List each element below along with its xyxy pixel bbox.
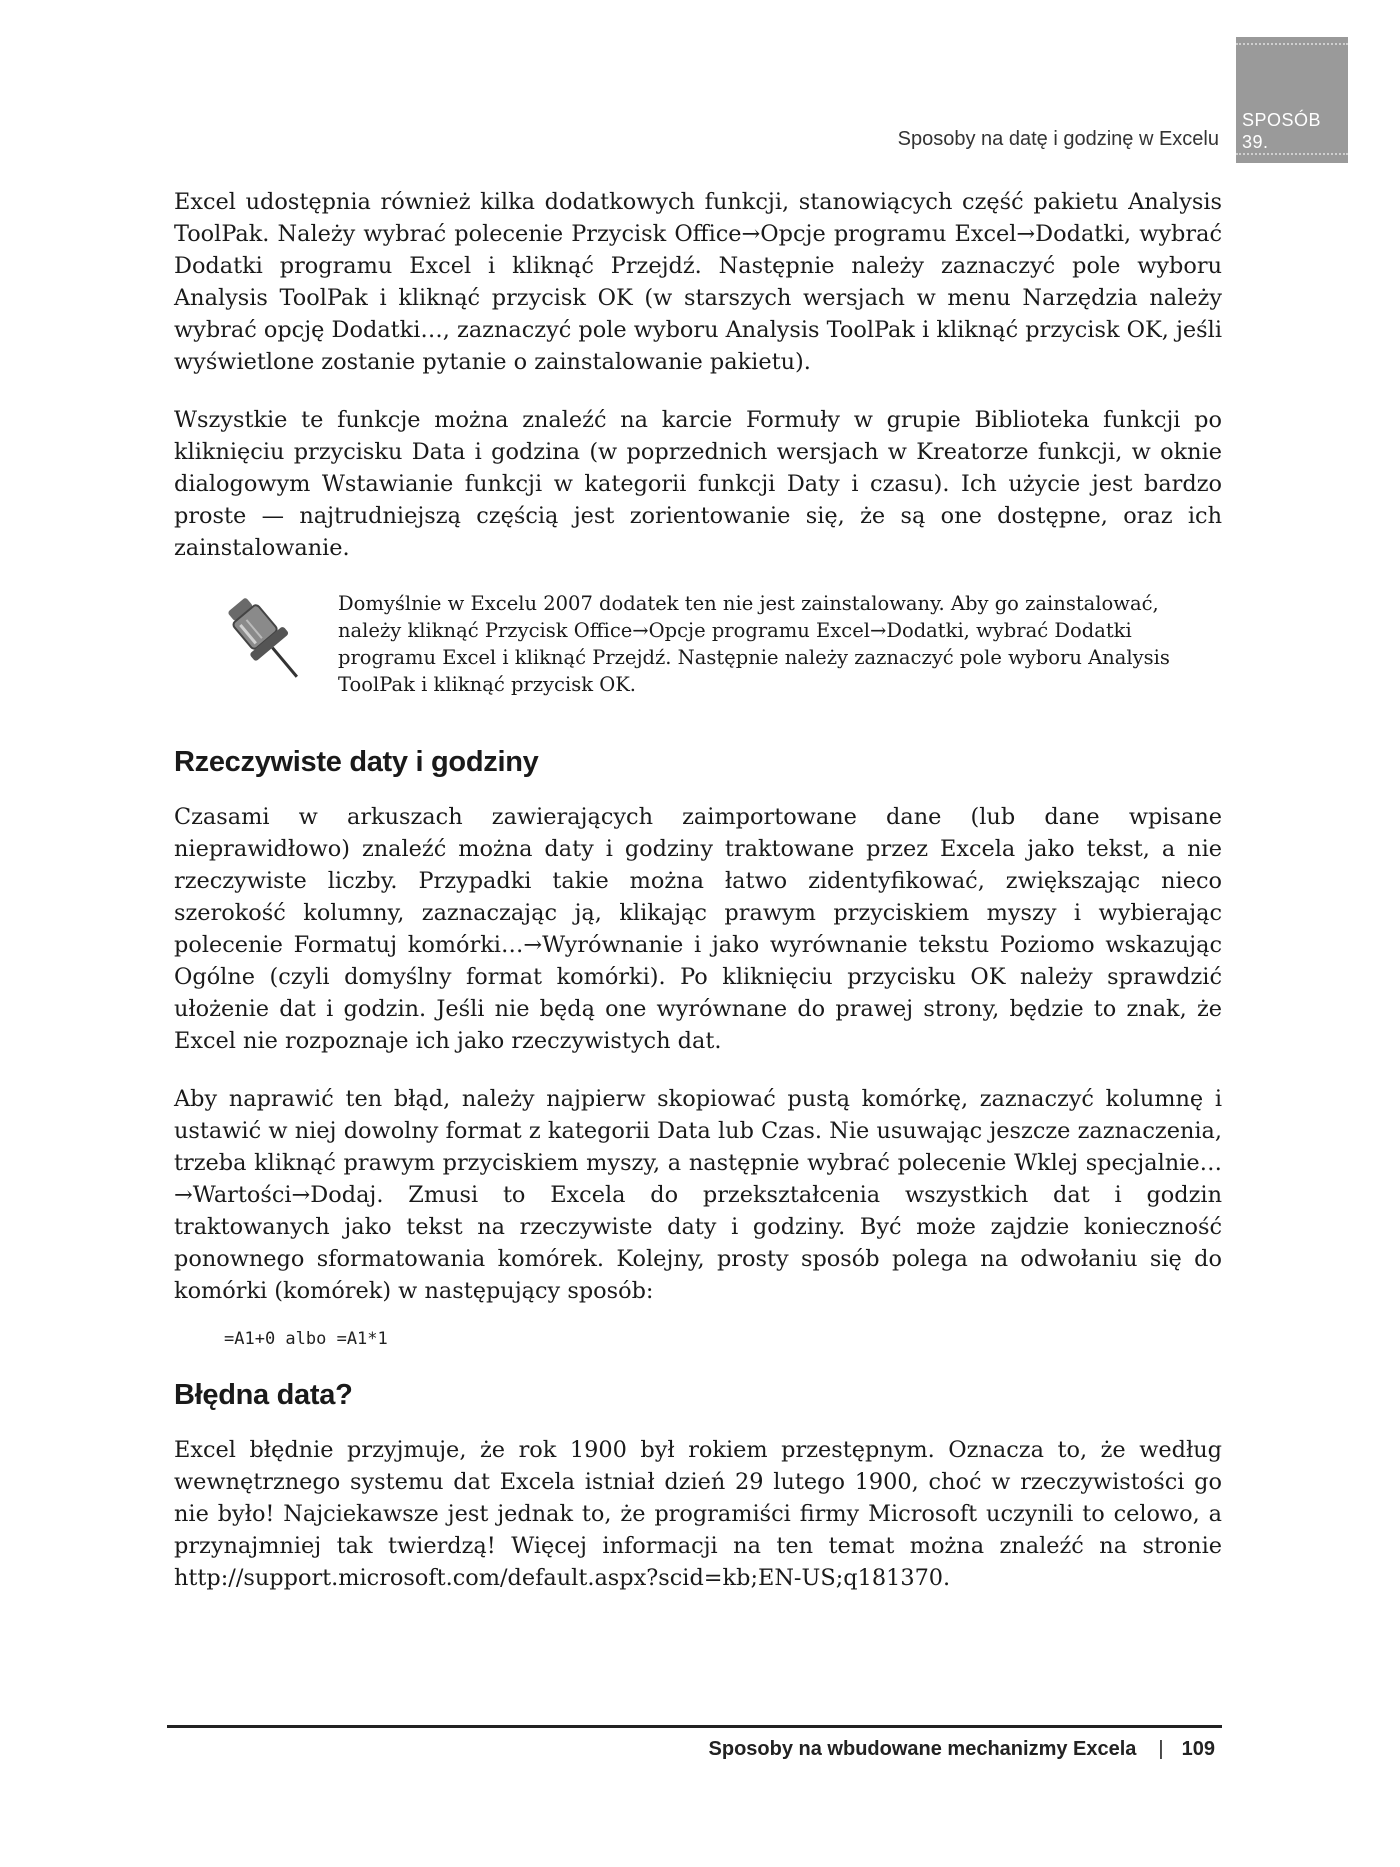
chapter-tab-label bbox=[1242, 109, 1321, 153]
section-heading-real-dates: Rzeczywiste daty i godziny bbox=[174, 746, 539, 778]
running-header: Sposoby na datę i godzinę w Excelu bbox=[897, 128, 1219, 150]
note-text: Domyślnie w Excelu 2007 dodatek ten nie jest zainstalowany. Aby go zainstalować, należy kliknąć Przycisk Office→Opcje programu Excel→Dodatki, wybrać Dodatki programu Excel i kliknąć Przejdź. Następnie należy zaznaczyć pole wyboru Analysis ToolPak i kliknąć przycisk OK. bbox=[338, 592, 1170, 696]
tab-dots-bottom bbox=[1236, 153, 1348, 157]
paragraph-text-dates: Czasami w arkuszach zawierających zaimportowane dane (lub dane wpisane nieprawidłowo) znaleźć można daty i godziny traktowane przez Excela jako tekst, a nie rzeczywiste liczby. Przypadki takie można łatwo zidentyfikować, zwiększając nieco szerokość kolumny, zaznaczając ją, klikając prawym przyciskiem myszy i wybierając polecenie Formatuj komórki…→Wyrównanie i jako wyrównanie tekstu Poziomo wskazując Ogólne (czyli domyślny format komórki). Po kliknięciu przycisku OK należy sprawdzić ułożenie dat i godzin. Jeśli nie będą one wyrównane do prawej strony, będzie to znak, że Excel nie rozpoznaje ich jako rzeczywistych dat. bbox=[174, 804, 1222, 1054]
code-example: =A1+0 albo =A1*1 bbox=[224, 1329, 388, 1349]
footer-book-title: Sposoby na wbudowane mechanizmy Excela bbox=[708, 1738, 1137, 1760]
paragraph-analysis-toolpak: Excel udostępnia również kilka dodatkowych funkcji, stanowiących część pakietu Analysis ToolPak. Należy wybrać polecenie Przycisk Office→Opcje programu Excel→Dodatki, wybrać Dodatki programu Excel i kliknąć Przejdź. Następnie należy zaznaczyć pole wyboru Analysis ToolPak i kliknąć przycisk OK (w starszych wersjach w menu Narzędzia należy wybrać opcję Dodatki…, zaznaczyć pole wyboru Analysis ToolPak i kliknąć przycisk OK, jeśli wyświetlone zostanie pytanie o zainstalowanie pakietu). bbox=[174, 189, 1222, 375]
footer-rule bbox=[167, 1725, 1222, 1728]
section-heading-wrong-date: Błędna data? bbox=[174, 1379, 353, 1411]
page-footer bbox=[0, 1738, 1215, 1761]
chapter-tab bbox=[1236, 37, 1348, 163]
paragraph-fix-dates: Aby naprawić ten błąd, należy najpierw skopiować pustą komórkę, zaznaczyć kolumnę i ustawić w niej dowolny format z kategorii Data lub Czas. Nie usuwając jeszcze zaznaczenia, trzeba kliknąć prawym przyciskiem myszy, a następnie wybrać polecenie Wklej specjalnie…→Wartości→Dodaj. Zmusi to Excela do przekształcenia wszystkich dat i godzin traktowanych jako tekst na rzeczywiste daty i godziny. Być może zajdzie konieczność ponownego sformatowania komórek. Kolejny, prosty sposób polega na odwołaniu się do komórki (komórek) w następujący sposób: bbox=[174, 1086, 1222, 1304]
tab-label-number: 39. bbox=[1242, 132, 1269, 152]
page-number: 109 bbox=[1181, 1738, 1215, 1760]
footer-separator: | bbox=[1158, 1738, 1164, 1760]
paragraph-leap-year: Excel błędnie przyjmuje, że rok 1900 był rokiem przestępnym. Oznacza to, że według wewnętrznego systemu dat Excela istniał dzień 29 lutego 1900, choć w rzeczywistości go nie było! Najciekawsze jest jednak to, że programiści firmy Microsoft uczynili to celowo, a przynajmniej tak twierdzą! Więcej informacji na ten temat można znaleźć na stronie http://support.microsoft.com/default.aspx?scid=kb;EN-US;q181370. bbox=[174, 1437, 1222, 1591]
note-box bbox=[174, 590, 1222, 720]
tab-dots-top bbox=[1236, 43, 1348, 47]
page-content bbox=[174, 186, 1222, 1620]
pushpin-icon bbox=[220, 590, 312, 690]
paragraph-functions-location: Wszystkie te funkcje można znaleźć na karcie Formuły w grupie Biblioteka funkcji po kliknięciu przycisku Data i godzina (w poprzednich wersjach w Kreatorze funkcji, w oknie dialogowym Wstawianie funkcji w kategorii funkcji Daty i czasu). Ich użycie jest bardzo proste — najtrudniejszą częścią jest zorientowanie się, że są one dostępne, oraz ich zainstalowanie. bbox=[174, 407, 1222, 561]
tab-label-word: SPOSÓB bbox=[1242, 110, 1322, 130]
